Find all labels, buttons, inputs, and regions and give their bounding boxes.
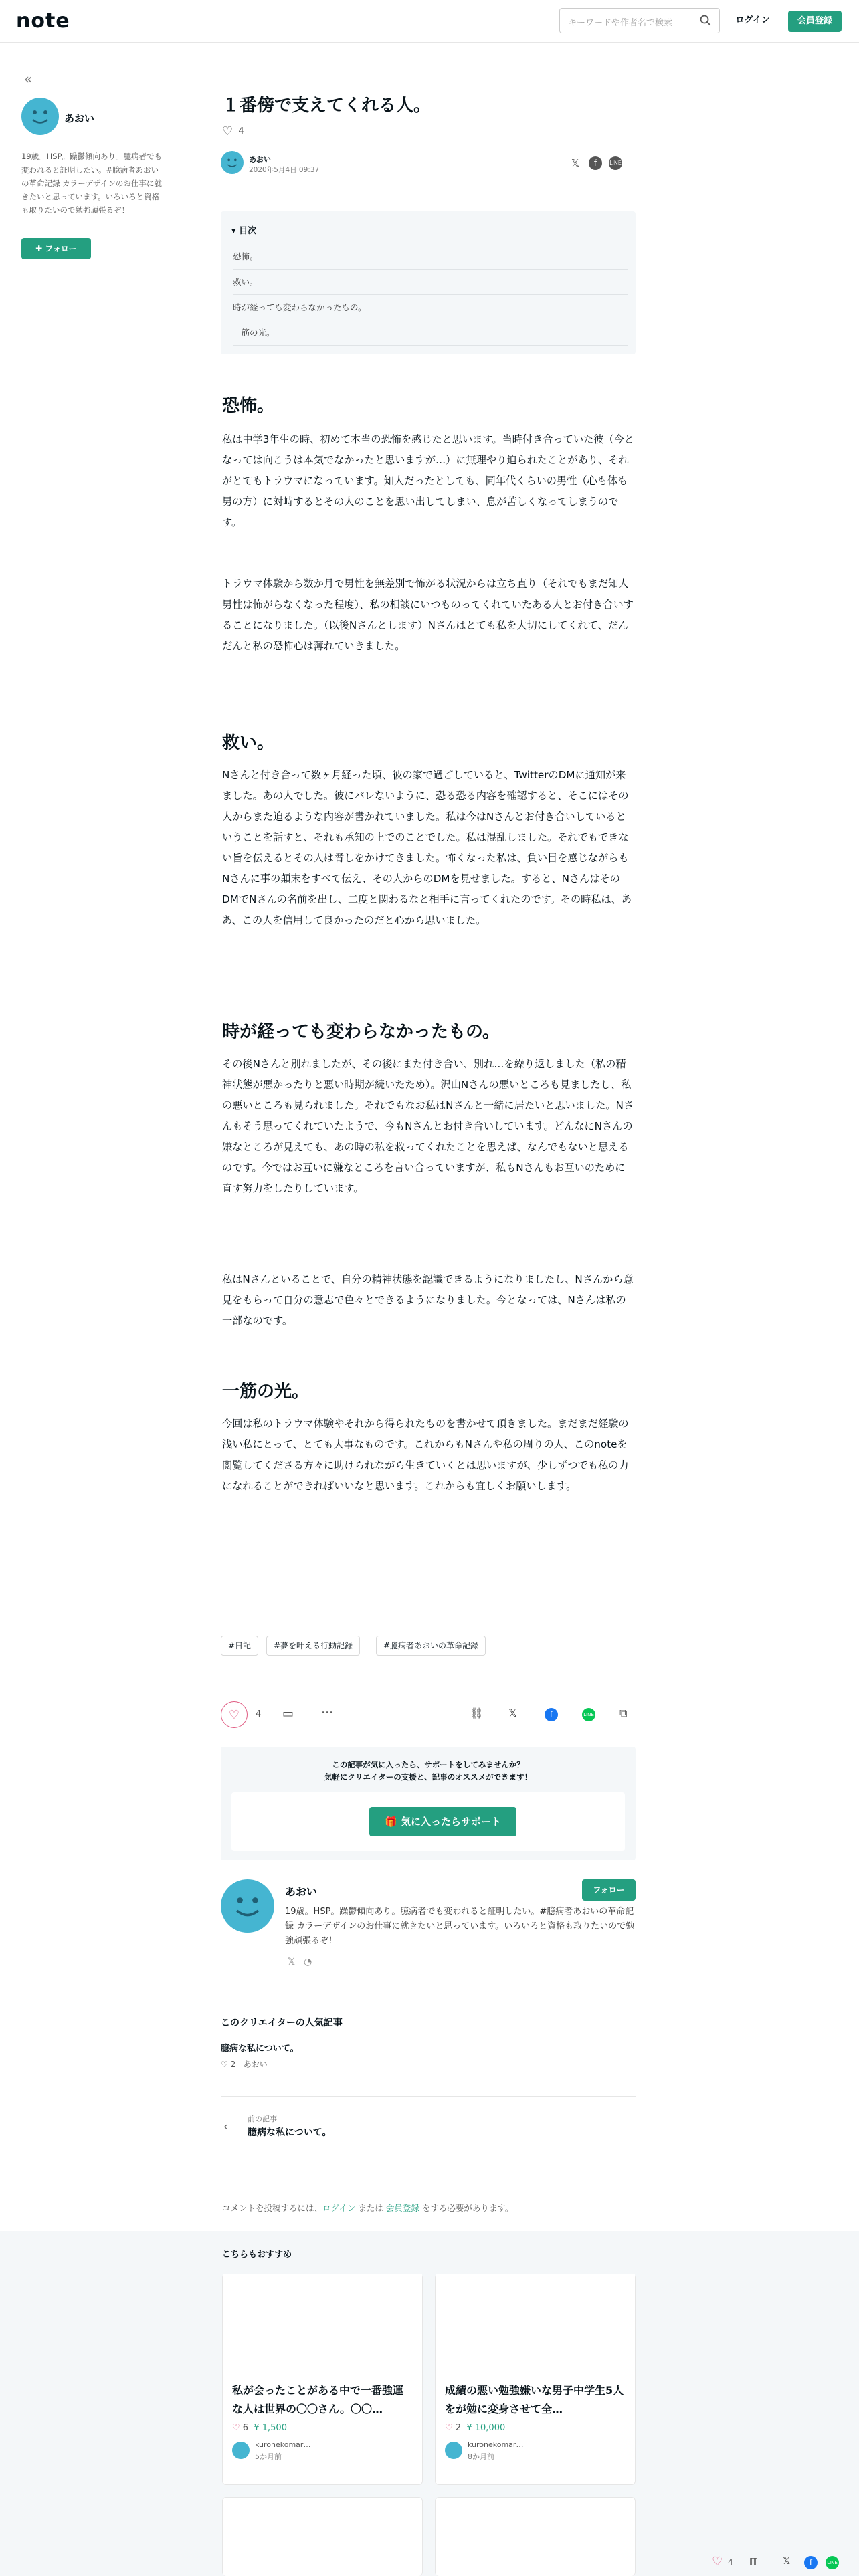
card-title: 成績の悪い勉強嫌いな男子中学生5人をが勉に変身させて全… <box>445 2384 624 2416</box>
article-title: １番傍で支えてくれる人。 <box>222 96 432 116</box>
card-avatar <box>232 2442 250 2459</box>
popular-heading: このクリエイターの人気記事 <box>221 2018 343 2028</box>
section-heading: 時が経っても変わらなかったもの。 <box>222 1022 500 1042</box>
card-author: kuronekomar… 5か月前 <box>232 2439 413 2466</box>
avatar[interactable] <box>21 98 59 135</box>
toc-item[interactable]: 時が経っても変わらなかったもの。 <box>233 301 628 320</box>
tag-chip[interactable]: #臆病者あおいの革命記録 <box>376 1636 486 1656</box>
toc-item[interactable]: 一筋の光。 <box>233 326 628 346</box>
x-share-icon[interactable]: 𝕏 <box>508 1707 517 1719</box>
rss-icon[interactable]: ◔ <box>304 1957 312 1967</box>
profile-avatar[interactable] <box>221 1879 274 1933</box>
article-paragraph: 私はNさんといることで、自分の精神状態を認識できるようになりましたし、Nさんから意見をもらって自分の意志で色々とできるようになりました。今となっては、Nさんは私の一部なのです。 <box>222 1273 634 1327</box>
section-heading: 恐怖。 <box>222 396 275 416</box>
magazine-icon[interactable]: ▥ <box>749 2556 759 2567</box>
site-header <box>0 0 859 43</box>
creator-name[interactable]: あおい <box>64 112 95 124</box>
search-placeholder: キーワードや作者名で検索 <box>568 18 673 28</box>
popular-meta: ♡ 2 あおい <box>221 2060 268 2069</box>
creator-profile <box>221 1879 636 1986</box>
prev-article-link[interactable] <box>221 2109 428 2147</box>
support-box <box>221 1747 636 1860</box>
search-icon[interactable] <box>699 14 712 27</box>
like-count <box>222 124 244 138</box>
author-avatar[interactable] <box>221 151 244 174</box>
article-paragraph: その後Nさんと別れましたが、その後にまた付き合い、別れ…を繰り返しました（私の精神状態が悪かったりと悪い時期が続いたため）。沢山Nさんの悪いところも見ましたし、私の悪いところも見られました。それでもなお私はNさんと一緒に居たいと思いました。Nさんもそう思ってくれていたようで、今もNさんとお付き合いしています。どんなにNさんの嫌なところが見えても、あの時の私を救ってくれたことを思えば、なんでもないと思えるのです。今ではお互いに嫌なところを言い合っていますが、私もNさんもお互いのために直す努力をしたりしています。 <box>222 1058 634 1194</box>
follow-button[interactable] <box>21 238 91 259</box>
person-plus-icon: ✚ <box>35 244 45 253</box>
card-meta: ♡ 2 ¥ 10,000 <box>445 2423 506 2433</box>
facebook-share-icon[interactable]: f <box>804 2556 818 2569</box>
gift-icon: 🎁 <box>385 1816 401 1828</box>
comment-login-link[interactable]: ログイン <box>322 2203 356 2213</box>
facebook-share-icon[interactable]: f <box>589 156 602 170</box>
prev-label: 前の記事 <box>248 2115 277 2123</box>
heart-icon[interactable]: ♡ <box>222 124 233 138</box>
heart-icon: ♡ <box>221 2060 231 2069</box>
embed-icon[interactable]: ⧉ <box>619 1707 628 1719</box>
like-button[interactable]: ♡ <box>712 2555 723 2569</box>
article-paragraph: 私は中学3年生の時、初めて本当の恐怖を感じたと思います。当時付き合っていた彼（今となっては向こうは本気でなかったと思いますが…）に無理やり迫られたことがあり、それがとてもトラウマになっています。知人だったとしても、同年代くらいの男性（心も体も男の方）に対峙するとその人のことを思い出してしまい、息が苦しくなってしまうのです。 <box>222 433 634 528</box>
creator-bio: 19歳。HSP。躁鬱傾向あり。臆病者でも変われると証明したい。#臆病者あおいの革命記録 カラーデザインのお仕事に就きたいと思っています。いろいろと資格も取りたいので勉強頑張るぞ！ <box>21 152 163 215</box>
support-inner <box>231 1792 625 1851</box>
x-share-icon[interactable]: 𝕏 <box>783 2556 791 2567</box>
more-options-icon[interactable]: ⋯ <box>321 1705 333 1719</box>
line-share-icon[interactable]: LINE <box>609 156 622 170</box>
recommend-card[interactable] <box>222 2497 423 2576</box>
heart-icon: ♡ <box>232 2423 243 2433</box>
chevron-left-icon: ‹ <box>223 2120 228 2133</box>
facebook-share-icon[interactable]: f <box>545 1708 558 1721</box>
recommend-card[interactable] <box>435 2274 636 2485</box>
profile-bio: 19歳。HSP。躁鬱傾向あり。臆病者でも変われると証明したい。#臆病者あおいの革命記録 カラーデザインのお仕事に就きたいと思っています。いろいろと資格も取りたいので勉強頑張るぞ！ <box>285 1907 635 1946</box>
profile-name[interactable]: あおい <box>285 1885 318 1898</box>
table-of-contents <box>221 211 636 354</box>
article-paragraph: 今回は私のトラウマ体験やそれから得られたものを書かせて頂きました。まだまだ経験の浅い私にとって、とても大事なものです。これからもNさんや私の周りの人、このnoteを閲覧してくださる方々に助けられながら生きていくとは思いますが、少しずつでも私の力になれることができればいいなと思います。これからも宜しくお願いします。 <box>222 1418 629 1492</box>
profile-follow-button[interactable]: フォロー <box>582 1879 636 1901</box>
card-title: 私が会ったことがある中で一番強運な人は世界の〇〇さん。〇〇… <box>232 2384 404 2416</box>
price-icon: ¥ <box>254 2423 262 2433</box>
like-count: 4 <box>256 1709 262 1719</box>
copy-link-icon[interactable]: ⛓ <box>470 1707 484 1719</box>
comment-icon[interactable]: ▭ <box>282 1707 294 1721</box>
like-button[interactable]: ♡ <box>221 1701 248 1728</box>
like-count-value: 4 <box>238 126 244 136</box>
card-thumbnail <box>436 2274 635 2375</box>
floating-action-bar <box>712 2555 843 2571</box>
x-link-icon[interactable]: 𝕏 <box>288 1957 296 1967</box>
follow-label: フォロー <box>45 244 77 253</box>
login-button[interactable]: ログイン <box>735 15 770 25</box>
section-heading: 救い。 <box>222 733 275 753</box>
price-icon: ¥ <box>466 2423 475 2433</box>
publish-date: 2020年5月4日 09:37 <box>249 166 320 174</box>
card-thumbnail <box>223 2274 422 2375</box>
toc-heading[interactable]: ▾ 目次 <box>231 226 257 236</box>
signup-button[interactable]: 会員登録 <box>788 11 842 32</box>
recommend-area <box>0 2231 859 2576</box>
support-button[interactable]: 🎁 気に入ったらサポート <box>369 1807 516 1836</box>
card-author: kuronekomar… 8か月前 <box>445 2439 626 2466</box>
prev-title: 臆病な私について。 <box>248 2127 332 2138</box>
author-row <box>221 150 636 179</box>
recommend-card[interactable] <box>222 2274 423 2485</box>
caret-down-icon: ▾ <box>231 226 240 236</box>
heart-icon: ♡ <box>445 2423 456 2433</box>
article-actions <box>221 1701 636 1731</box>
line-share-icon[interactable]: LINE <box>826 2556 839 2569</box>
recommend-card[interactable] <box>435 2497 636 2576</box>
card-avatar <box>445 2442 462 2459</box>
article-paragraph: Nさんと付き合って数ヶ月経った頃、彼の家で過ごしていると、TwitterのDMに通知が来ました。あの人でした。彼にバレないように、恐る恐る内容を確認すると、そこにはその人からまた迫るような内容が書かれていました。私は今はNさんとお付き合いしているということを話すと、それも承知の上でのことでした。私は混乱しました。それでもできない旨を伝えるとその人は脅しをかけてきました。怖くなった私は、負い目を感じながらもNさんに事の顛末をすべて伝え、その人からのDMを見せました。すると、Nさんはその DMでNさんの名前を出し、二度と関わるなと相手に言ってくれたのです。その時私は、ああ、この人を信用して良かったのだと心から思いました。 <box>222 769 632 926</box>
divider <box>221 2096 636 2097</box>
tag-chip[interactable]: #日記 <box>221 1636 258 1656</box>
line-share-icon[interactable]: LINE <box>582 1708 595 1721</box>
popular-article-title[interactable]: 臆病な私について。 <box>221 2044 299 2054</box>
comment-signup-link[interactable]: 会員登録 <box>385 2203 419 2213</box>
search-input[interactable] <box>559 8 720 33</box>
card-meta: ♡ 6 ¥ 1,500 <box>232 2423 287 2433</box>
x-share-icon[interactable]: 𝕏 <box>571 157 580 169</box>
toc-item[interactable]: 救い。 <box>233 276 628 295</box>
tag-chip[interactable]: #夢を叶える行動記録 <box>266 1636 360 1656</box>
collapse-sidebar-icon[interactable]: « <box>24 71 33 87</box>
like-count: 4 <box>728 2557 733 2567</box>
section-heading: 一筋の光。 <box>222 1382 310 1402</box>
author-name[interactable]: あおい <box>249 155 271 164</box>
toc-item[interactable]: 恐怖。 <box>233 250 628 270</box>
note-logo[interactable]: note <box>16 9 70 33</box>
article-paragraph: トラウマ体験から数か月で男性を無差別で怖がる状況からは立ち直り（それでもまだ知人男性は怖がらなくなった程度）、私の相談にいつものってくれていたある人とお付き合いすることになりました。（以後Nさんとします）Nさんはとても私を大切にしてくれて、だんだんと私の恐怖心は薄れていきました。 <box>222 578 634 652</box>
comment-notice: コメントを投稿するには、ログイン または 会員登録 をする必要があります。 <box>222 2203 514 2213</box>
recommend-heading: こちらもおすすめ <box>222 2250 292 2260</box>
support-message: この記事が気に入ったら、サポートをしてみませんか？ 気軽にクリエイターの支援と、記事のオススメができます！ <box>324 1760 533 1782</box>
